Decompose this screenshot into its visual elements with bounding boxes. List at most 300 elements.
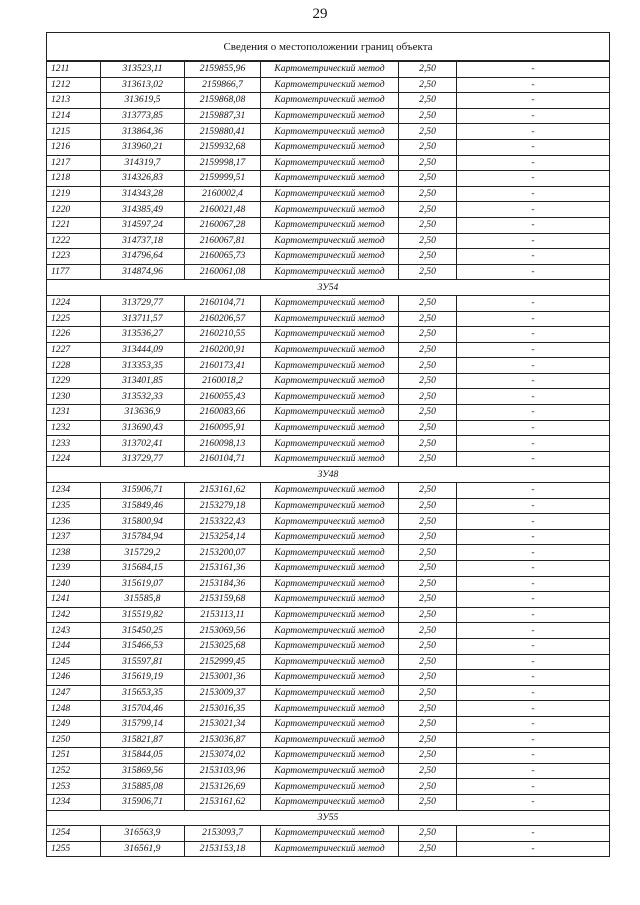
y-coordinate: 2160065,73 — [185, 249, 261, 265]
point-number: 1247 — [47, 685, 101, 701]
accuracy-cell: 2,50 — [399, 202, 457, 218]
table-row — [47, 841, 610, 857]
accuracy-cell: 2,50 — [399, 529, 457, 545]
y-coordinate: 2153153,18 — [185, 841, 261, 857]
y-coordinate: 2160083,66 — [185, 405, 261, 421]
description-cell: - — [457, 186, 610, 202]
accuracy-cell: 2,50 — [399, 420, 457, 436]
table-row — [47, 685, 610, 701]
point-number: 1248 — [47, 701, 101, 717]
section-label: ЗУ48 — [47, 467, 610, 483]
y-coordinate: 2153113,11 — [185, 607, 261, 623]
description-cell: - — [457, 311, 610, 327]
description-cell: - — [457, 202, 610, 218]
table-row — [47, 358, 610, 374]
x-coordinate: 313536,27 — [101, 327, 185, 343]
y-coordinate: 2160104,71 — [185, 451, 261, 467]
y-coordinate: 2160018,2 — [185, 373, 261, 389]
x-coordinate: 315729,2 — [101, 545, 185, 561]
y-coordinate: 2153200,07 — [185, 545, 261, 561]
description-cell: - — [457, 451, 610, 467]
description-cell: - — [457, 373, 610, 389]
description-cell: - — [457, 654, 610, 670]
accuracy-cell: 2,50 — [399, 124, 457, 140]
accuracy-cell: 2,50 — [399, 794, 457, 810]
section-row — [47, 280, 610, 296]
description-cell: - — [457, 483, 610, 499]
accuracy-cell: 2,50 — [399, 483, 457, 499]
table-row — [47, 171, 610, 187]
point-number: 1214 — [47, 108, 101, 124]
description-cell: - — [457, 576, 610, 592]
point-number: 1229 — [47, 373, 101, 389]
table-row — [47, 576, 610, 592]
accuracy-cell: 2,50 — [399, 108, 457, 124]
point-number: 1243 — [47, 623, 101, 639]
y-coordinate: 2160021,48 — [185, 202, 261, 218]
table-row — [47, 701, 610, 717]
description-cell: - — [457, 592, 610, 608]
method-cell: Картометрический метод — [261, 794, 399, 810]
table-row — [47, 202, 610, 218]
y-coordinate: 2153021,34 — [185, 716, 261, 732]
y-coordinate: 2160206,57 — [185, 311, 261, 327]
x-coordinate: 314796,64 — [101, 249, 185, 265]
x-coordinate: 315800,94 — [101, 514, 185, 530]
y-coordinate: 2160173,41 — [185, 358, 261, 374]
method-cell: Картометрический метод — [261, 108, 399, 124]
accuracy-cell: 2,50 — [399, 139, 457, 155]
x-coordinate: 315597,81 — [101, 654, 185, 670]
y-coordinate: 2160200,91 — [185, 342, 261, 358]
x-coordinate: 315619,19 — [101, 670, 185, 686]
x-coordinate: 313960,21 — [101, 139, 185, 155]
description-cell: - — [457, 233, 610, 249]
description-cell: - — [457, 763, 610, 779]
accuracy-cell: 2,50 — [399, 763, 457, 779]
y-coordinate: 2153025,68 — [185, 638, 261, 654]
point-number: 1211 — [47, 61, 101, 77]
method-cell: Картометрический метод — [261, 732, 399, 748]
boundary-table-container — [46, 32, 610, 857]
y-coordinate: 2153184,36 — [185, 576, 261, 592]
x-coordinate: 313523,11 — [101, 61, 185, 77]
description-cell: - — [457, 748, 610, 764]
x-coordinate: 315849,46 — [101, 498, 185, 514]
x-coordinate: 314597,24 — [101, 217, 185, 233]
description-cell: - — [457, 295, 610, 311]
y-coordinate: 2160098,13 — [185, 436, 261, 452]
x-coordinate: 314343,28 — [101, 186, 185, 202]
point-number: 1224 — [47, 451, 101, 467]
accuracy-cell: 2,50 — [399, 451, 457, 467]
x-coordinate: 315906,71 — [101, 483, 185, 499]
x-coordinate: 315784,94 — [101, 529, 185, 545]
x-coordinate: 313729,77 — [101, 451, 185, 467]
description-cell: - — [457, 217, 610, 233]
table-row — [47, 93, 610, 109]
x-coordinate: 314319,7 — [101, 155, 185, 171]
point-number: 1253 — [47, 779, 101, 795]
description-cell: - — [457, 561, 610, 577]
method-cell: Картометрический метод — [261, 420, 399, 436]
table-row — [47, 451, 610, 467]
y-coordinate: 2159855,96 — [185, 61, 261, 77]
description-cell: - — [457, 623, 610, 639]
accuracy-cell: 2,50 — [399, 264, 457, 280]
method-cell: Картометрический метод — [261, 93, 399, 109]
x-coordinate: 315619,07 — [101, 576, 185, 592]
description-cell: - — [457, 93, 610, 109]
accuracy-cell: 2,50 — [399, 498, 457, 514]
description-cell: - — [457, 670, 610, 686]
method-cell: Картометрический метод — [261, 155, 399, 171]
point-number: 1231 — [47, 405, 101, 421]
x-coordinate: 315519,82 — [101, 607, 185, 623]
table-row — [47, 732, 610, 748]
table-row — [47, 826, 610, 842]
point-number: 1232 — [47, 420, 101, 436]
accuracy-cell: 2,50 — [399, 155, 457, 171]
method-cell: Картометрический метод — [261, 529, 399, 545]
table-row — [47, 716, 610, 732]
x-coordinate: 313702,41 — [101, 436, 185, 452]
method-cell: Картометрический метод — [261, 249, 399, 265]
method-cell: Картометрический метод — [261, 327, 399, 343]
accuracy-cell: 2,50 — [399, 249, 457, 265]
y-coordinate: 2159887,31 — [185, 108, 261, 124]
description-cell: - — [457, 779, 610, 795]
accuracy-cell: 2,50 — [399, 186, 457, 202]
table-row — [47, 545, 610, 561]
table-row — [47, 420, 610, 436]
accuracy-cell: 2,50 — [399, 436, 457, 452]
point-number: 1234 — [47, 794, 101, 810]
point-number: 1220 — [47, 202, 101, 218]
x-coordinate: 313532,33 — [101, 389, 185, 405]
point-number: 1233 — [47, 436, 101, 452]
y-coordinate: 2153069,56 — [185, 623, 261, 639]
table-row — [47, 264, 610, 280]
table-row — [47, 763, 610, 779]
y-coordinate: 2159868,08 — [185, 93, 261, 109]
table-row — [47, 186, 610, 202]
point-number: 1251 — [47, 748, 101, 764]
table-row — [47, 139, 610, 155]
point-number: 1238 — [47, 545, 101, 561]
method-cell: Картометрический метод — [261, 685, 399, 701]
point-number: 1240 — [47, 576, 101, 592]
table-row — [47, 108, 610, 124]
point-number: 1242 — [47, 607, 101, 623]
method-cell: Картометрический метод — [261, 233, 399, 249]
table-row — [47, 217, 610, 233]
description-cell: - — [457, 498, 610, 514]
x-coordinate: 313690,43 — [101, 420, 185, 436]
description-cell: - — [457, 389, 610, 405]
y-coordinate: 2152999,45 — [185, 654, 261, 670]
point-number: 1222 — [47, 233, 101, 249]
table-row — [47, 155, 610, 171]
method-cell: Картометрический метод — [261, 561, 399, 577]
x-coordinate: 315653,35 — [101, 685, 185, 701]
description-cell: - — [457, 264, 610, 280]
point-number: 1254 — [47, 826, 101, 842]
point-number: 1216 — [47, 139, 101, 155]
accuracy-cell: 2,50 — [399, 638, 457, 654]
y-coordinate: 2153126,69 — [185, 779, 261, 795]
x-coordinate: 316561,9 — [101, 841, 185, 857]
table-row — [47, 77, 610, 93]
accuracy-cell: 2,50 — [399, 61, 457, 77]
accuracy-cell: 2,50 — [399, 405, 457, 421]
accuracy-cell: 2,50 — [399, 171, 457, 187]
point-number: 1250 — [47, 732, 101, 748]
point-number: 1244 — [47, 638, 101, 654]
y-coordinate: 2153009,37 — [185, 685, 261, 701]
point-number: 1227 — [47, 342, 101, 358]
section-label: ЗУ54 — [47, 280, 610, 296]
table-title: Сведения о местоположении границ объекта — [47, 33, 610, 62]
point-number: 1228 — [47, 358, 101, 374]
table-row — [47, 483, 610, 499]
description-cell: - — [457, 108, 610, 124]
accuracy-cell: 2,50 — [399, 685, 457, 701]
table-row — [47, 794, 610, 810]
description-cell: - — [457, 514, 610, 530]
accuracy-cell: 2,50 — [399, 592, 457, 608]
section-label: ЗУ55 — [47, 810, 610, 826]
y-coordinate: 2159866,7 — [185, 77, 261, 93]
x-coordinate: 313729,77 — [101, 295, 185, 311]
accuracy-cell: 2,50 — [399, 295, 457, 311]
method-cell: Картометрический метод — [261, 124, 399, 140]
description-cell: - — [457, 685, 610, 701]
table-row — [47, 249, 610, 265]
method-cell: Картометрический метод — [261, 826, 399, 842]
point-number: 1223 — [47, 249, 101, 265]
method-cell: Картометрический метод — [261, 389, 399, 405]
table-row — [47, 561, 610, 577]
section-row — [47, 810, 610, 826]
y-coordinate: 2153001,36 — [185, 670, 261, 686]
table-row — [47, 405, 610, 421]
method-cell: Картометрический метод — [261, 139, 399, 155]
x-coordinate: 315844,05 — [101, 748, 185, 764]
y-coordinate: 2160061,08 — [185, 264, 261, 280]
y-coordinate: 2153161,62 — [185, 794, 261, 810]
method-cell: Картометрический метод — [261, 592, 399, 608]
table-row — [47, 373, 610, 389]
description-cell: - — [457, 327, 610, 343]
y-coordinate: 2153322,43 — [185, 514, 261, 530]
description-cell: - — [457, 716, 610, 732]
method-cell: Картометрический метод — [261, 576, 399, 592]
x-coordinate: 315450,25 — [101, 623, 185, 639]
description-cell: - — [457, 249, 610, 265]
description-cell: - — [457, 155, 610, 171]
x-coordinate: 314326,83 — [101, 171, 185, 187]
point-number: 1235 — [47, 498, 101, 514]
accuracy-cell: 2,50 — [399, 358, 457, 374]
y-coordinate: 2153093,7 — [185, 826, 261, 842]
y-coordinate: 2153254,14 — [185, 529, 261, 545]
method-cell: Картометрический метод — [261, 498, 399, 514]
description-cell: - — [457, 826, 610, 842]
method-cell: Картометрический метод — [261, 654, 399, 670]
x-coordinate: 313619,5 — [101, 93, 185, 109]
y-coordinate: 2160067,81 — [185, 233, 261, 249]
accuracy-cell: 2,50 — [399, 748, 457, 764]
description-cell: - — [457, 61, 610, 77]
method-cell: Картометрический метод — [261, 171, 399, 187]
accuracy-cell: 2,50 — [399, 561, 457, 577]
table-row — [47, 61, 610, 77]
accuracy-cell: 2,50 — [399, 779, 457, 795]
table-row — [47, 327, 610, 343]
description-cell: - — [457, 732, 610, 748]
x-coordinate: 315704,46 — [101, 701, 185, 717]
point-number: 1234 — [47, 483, 101, 499]
y-coordinate: 2159932,68 — [185, 139, 261, 155]
method-cell: Картометрический метод — [261, 405, 399, 421]
point-number: 1245 — [47, 654, 101, 670]
accuracy-cell: 2,50 — [399, 670, 457, 686]
point-number: 1219 — [47, 186, 101, 202]
table-row — [47, 623, 610, 639]
accuracy-cell: 2,50 — [399, 716, 457, 732]
description-cell: - — [457, 405, 610, 421]
method-cell: Картометрический метод — [261, 779, 399, 795]
table-row — [47, 436, 610, 452]
description-cell: - — [457, 420, 610, 436]
y-coordinate: 2160210,55 — [185, 327, 261, 343]
accuracy-cell: 2,50 — [399, 607, 457, 623]
y-coordinate: 2160055,43 — [185, 389, 261, 405]
table-row — [47, 779, 610, 795]
y-coordinate: 2153016,35 — [185, 701, 261, 717]
point-number: 1237 — [47, 529, 101, 545]
x-coordinate: 316563,9 — [101, 826, 185, 842]
accuracy-cell: 2,50 — [399, 732, 457, 748]
y-coordinate: 2153036,87 — [185, 732, 261, 748]
y-coordinate: 2159998,17 — [185, 155, 261, 171]
point-number: 1255 — [47, 841, 101, 857]
table-row — [47, 295, 610, 311]
x-coordinate: 315585,8 — [101, 592, 185, 608]
description-cell: - — [457, 529, 610, 545]
y-coordinate: 2153161,36 — [185, 561, 261, 577]
point-number: 1249 — [47, 716, 101, 732]
table-row — [47, 233, 610, 249]
y-coordinate: 2153159,68 — [185, 592, 261, 608]
description-cell: - — [457, 638, 610, 654]
accuracy-cell: 2,50 — [399, 576, 457, 592]
method-cell: Картометрический метод — [261, 311, 399, 327]
y-coordinate: 2159999,51 — [185, 171, 261, 187]
point-number: 1212 — [47, 77, 101, 93]
accuracy-cell: 2,50 — [399, 841, 457, 857]
x-coordinate: 313401,85 — [101, 373, 185, 389]
point-number: 1239 — [47, 561, 101, 577]
method-cell: Картометрический метод — [261, 77, 399, 93]
accuracy-cell: 2,50 — [399, 217, 457, 233]
point-number: 1221 — [47, 217, 101, 233]
description-cell: - — [457, 358, 610, 374]
method-cell: Картометрический метод — [261, 217, 399, 233]
y-coordinate: 2160067,28 — [185, 217, 261, 233]
method-cell: Картометрический метод — [261, 202, 399, 218]
description-cell: - — [457, 841, 610, 857]
boundary-coordinates-table — [46, 32, 610, 857]
table-row — [47, 638, 610, 654]
y-coordinate: 2160104,71 — [185, 295, 261, 311]
table-row — [47, 514, 610, 530]
accuracy-cell: 2,50 — [399, 77, 457, 93]
y-coordinate: 2160095,91 — [185, 420, 261, 436]
point-number: 1246 — [47, 670, 101, 686]
y-coordinate: 2159880,41 — [185, 124, 261, 140]
x-coordinate: 315466,53 — [101, 638, 185, 654]
method-cell: Картометрический метод — [261, 358, 399, 374]
x-coordinate: 315906,71 — [101, 794, 185, 810]
y-coordinate: 2153103,96 — [185, 763, 261, 779]
method-cell: Картометрический метод — [261, 638, 399, 654]
accuracy-cell: 2,50 — [399, 373, 457, 389]
method-cell: Картометрический метод — [261, 763, 399, 779]
x-coordinate: 313711,57 — [101, 311, 185, 327]
method-cell: Картометрический метод — [261, 701, 399, 717]
x-coordinate: 313353,35 — [101, 358, 185, 374]
x-coordinate: 315869,56 — [101, 763, 185, 779]
point-number: 1226 — [47, 327, 101, 343]
accuracy-cell: 2,50 — [399, 233, 457, 249]
x-coordinate: 313613,02 — [101, 77, 185, 93]
accuracy-cell: 2,50 — [399, 623, 457, 639]
point-number: 1213 — [47, 93, 101, 109]
accuracy-cell: 2,50 — [399, 545, 457, 561]
x-coordinate: 313636,9 — [101, 405, 185, 421]
x-coordinate: 315799,14 — [101, 716, 185, 732]
method-cell: Картометрический метод — [261, 264, 399, 280]
table-row — [47, 654, 610, 670]
method-cell: Картометрический метод — [261, 716, 399, 732]
y-coordinate: 2153074,02 — [185, 748, 261, 764]
description-cell: - — [457, 342, 610, 358]
accuracy-cell: 2,50 — [399, 654, 457, 670]
description-cell: - — [457, 545, 610, 561]
y-coordinate: 2153279,18 — [185, 498, 261, 514]
method-cell: Картометрический метод — [261, 748, 399, 764]
y-coordinate: 2153161,62 — [185, 483, 261, 499]
table-body — [47, 61, 610, 857]
accuracy-cell: 2,50 — [399, 342, 457, 358]
description-cell: - — [457, 124, 610, 140]
method-cell: Картометрический метод — [261, 670, 399, 686]
point-number: 1225 — [47, 311, 101, 327]
x-coordinate: 315821,87 — [101, 732, 185, 748]
point-number: 1230 — [47, 389, 101, 405]
accuracy-cell: 2,50 — [399, 514, 457, 530]
point-number: 1217 — [47, 155, 101, 171]
method-cell: Картометрический метод — [261, 342, 399, 358]
x-coordinate: 314737,18 — [101, 233, 185, 249]
description-cell: - — [457, 139, 610, 155]
table-row — [47, 389, 610, 405]
method-cell: Картометрический метод — [261, 295, 399, 311]
method-cell: Картометрический метод — [261, 483, 399, 499]
method-cell: Картометрический метод — [261, 436, 399, 452]
